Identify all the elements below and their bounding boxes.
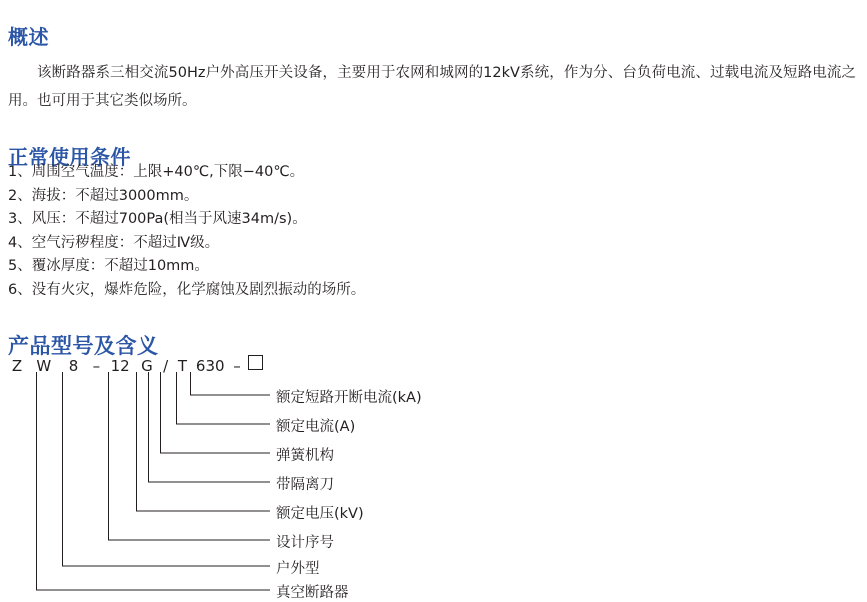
legend-label-rated-voltage: 额定电压(kV) [276, 506, 364, 522]
leader-line-7 [63, 372, 271, 566]
legend-label-vacuum-breaker: 真空断路器 [276, 585, 349, 601]
leader-line-8 [37, 372, 271, 590]
list-item: 6、没有火灾，爆炸危险，化学腐蚀及剧烈振动的场所。 [8, 281, 366, 298]
legend-label-outdoor-type: 户外型 [276, 561, 320, 577]
leader-lines-svg [0, 370, 867, 595]
conditions-list [8, 161, 708, 302]
model-code-char-8: 8 [68, 357, 79, 375]
overview-paragraph: 该断路器系三相交流50Hz户外高压开关设备，主要用于农网和城网的12kV系统，作为分、台负荷电流、过载电流及短路电流之用。也可用于其它类似场所。 [8, 64, 856, 109]
legend-label-spring-mechanism: 弹簧机构 [276, 448, 334, 464]
legend-label-rated-current: 额定电流(A) [276, 419, 356, 435]
legend-label-design-serial: 设计序号 [276, 535, 334, 551]
list-item: 1、周围空气温度：上限+40℃,下限−40℃。 [8, 164, 305, 180]
model-code-dash-2: – [233, 357, 241, 375]
model-leader-diagram [0, 370, 867, 601]
model-code-char-g: G [141, 357, 153, 375]
legend-label-isolating-knife: 带隔离刀 [276, 477, 334, 493]
model-code-char-z: Z [11, 357, 23, 375]
model-section-title: 产品型号及含义 [8, 334, 159, 359]
list-item: 2、海拔：不超过3000mm。 [8, 187, 199, 204]
model-code-char-t: T [177, 357, 188, 375]
model-code-char-630: 630 [195, 357, 225, 375]
model-code-slash: / [163, 357, 169, 375]
legend-label-rated-breaking-current: 额定短路开断电流(kA) [276, 390, 422, 406]
model-code-empty-box [248, 355, 263, 370]
leader-line-6 [109, 372, 271, 540]
leader-line-5 [137, 372, 271, 511]
model-code-char-w: W [36, 357, 52, 375]
conditions-section-title: 正常使用条件 [8, 145, 131, 170]
leader-line-1 [191, 372, 271, 395]
model-code-dash-1: – [92, 357, 101, 375]
list-item: 3、风压：不超过700Pa(相当于风速34m/s)。 [8, 211, 307, 227]
leader-line-4 [149, 372, 271, 482]
list-item: 4、空气污秽程度：不超过Ⅳ级。 [8, 234, 220, 251]
list-item: 5、覆冰厚度：不超过10mm。 [8, 258, 209, 274]
overview-section-title: 概述 [8, 25, 49, 50]
model-code-char-12: 12 [110, 357, 130, 375]
